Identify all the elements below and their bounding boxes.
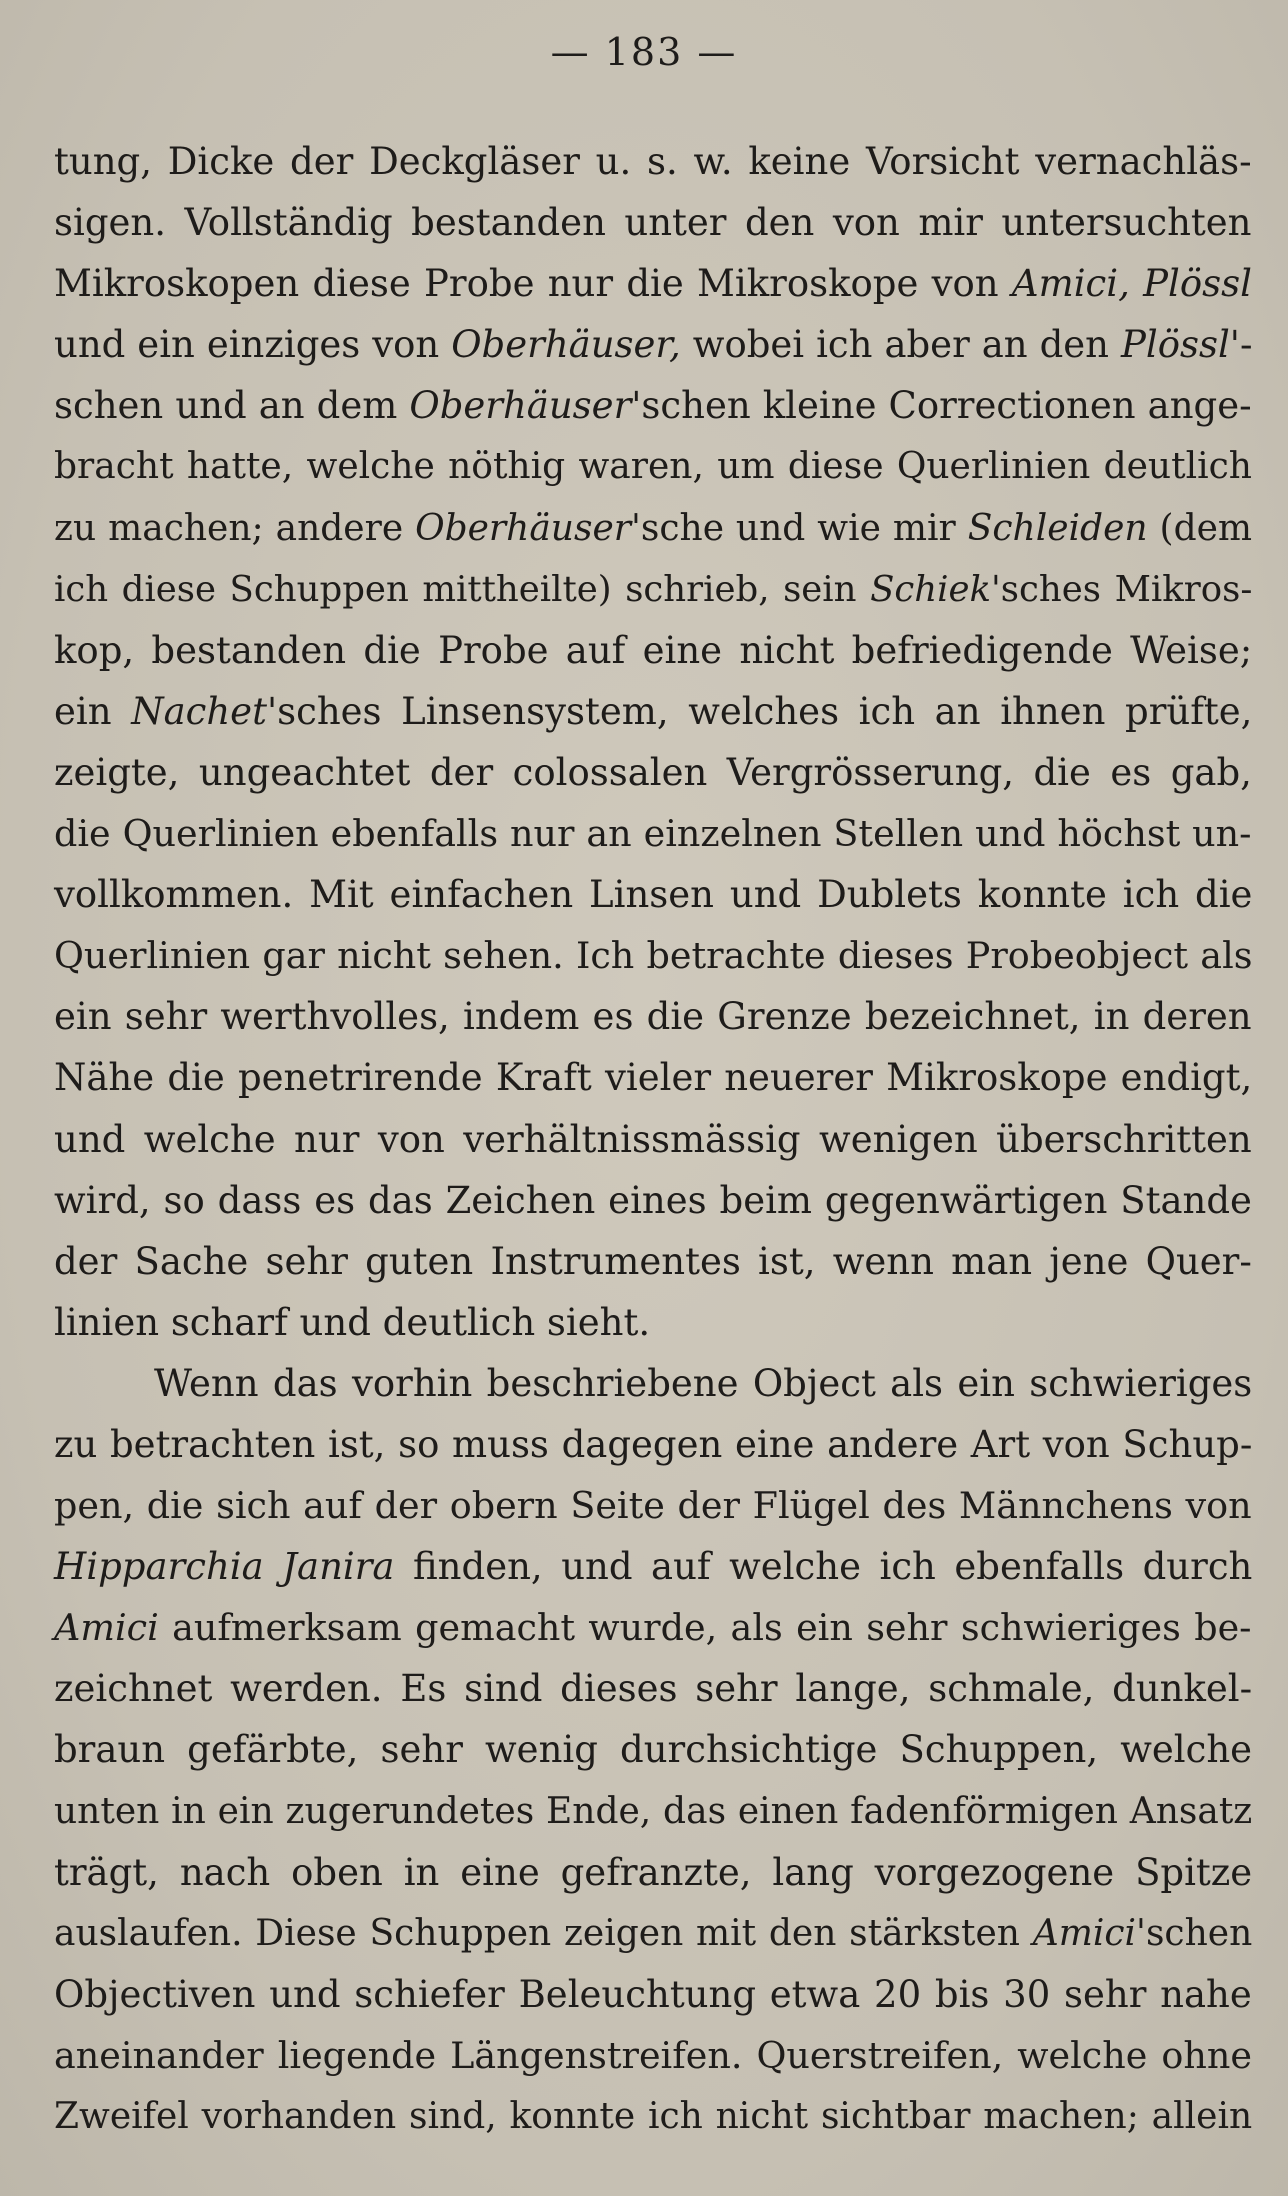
text-line	[54, 742, 1252, 803]
text-segment: Querlinien gar nicht sehen. Ich betrachte dieses Probeobject als	[54, 934, 1253, 978]
text-segment: zeichnet werden. Es sind dieses sehr lange, schmale, dunkel-	[54, 1667, 1253, 1711]
text-segment: Zweifel vorhanden sind, konnte ich nicht sichtbar machen; allein	[54, 2096, 1253, 2137]
text-line	[54, 864, 1252, 925]
text-segment: ich diese Schuppen mittheilte) schrieb, sein	[54, 568, 871, 610]
text-line	[54, 1842, 1252, 1903]
text-segment: 'schen	[1136, 1912, 1253, 1954]
text-line	[54, 1047, 1252, 1108]
text-segment: braun gefärbte, sehr wenig durchsichtige Schuppen, welche	[54, 1728, 1253, 1772]
italic-text: Hipparchia Janira	[54, 1545, 395, 1589]
text-line	[54, 681, 1252, 742]
text-line	[54, 253, 1252, 314]
text-segment: und ein einziges von	[54, 323, 452, 367]
text-line	[54, 1597, 1252, 1658]
italic-text: Nachet	[131, 689, 267, 733]
text-segment: zu machen; andere	[54, 507, 416, 549]
text-segment: sigen. Vollständig bestanden unter den von mir untersuchten	[54, 201, 1252, 245]
text-line	[54, 1231, 1252, 1292]
text-segment: Objectiven und schiefer Beleuchtung etwa 20 bis 30 sehr nahe	[54, 1972, 1252, 2016]
text-segment: 'sche und wie mir	[630, 507, 968, 549]
text-segment: Wenn das vorhin beschriebene Object als ein schwieriges	[154, 1361, 1253, 1405]
text-segment: zu betrachten ist, so muss dagegen eine andere Art von Schup-	[54, 1422, 1253, 1466]
text-line	[54, 498, 1252, 559]
text-line	[54, 1414, 1252, 1475]
text-line	[54, 1353, 1252, 1414]
text-line	[54, 2086, 1252, 2147]
italic-text: Schleiden	[967, 507, 1148, 549]
text-segment: kop, bestanden die Probe auf eine nicht befriedigende Weise;	[54, 628, 1253, 672]
text-segment: auslaufen. Diese Schuppen zeigen mit den stärksten	[54, 1912, 1033, 1954]
text-line	[54, 1903, 1252, 1964]
text-line	[54, 314, 1252, 375]
text-segment: die Querlinien ebenfalls nur an einzelnen Stellen und höchst un-	[54, 812, 1252, 856]
text-segment: vollkommen. Mit einfachen Linsen und Dublets konnte ich die	[54, 873, 1253, 917]
text-segment: aufmerksam gemacht wurde, als ein sehr schwieriges be-	[158, 1606, 1252, 1650]
text-line	[54, 1292, 1252, 1353]
text-line	[54, 620, 1252, 681]
text-segment: 'sches Linsensystem, welches ich an ihnen prüfte,	[266, 689, 1253, 733]
text-line	[54, 1964, 1252, 2025]
text-segment: schen und an dem	[54, 384, 410, 428]
italic-text: Amici	[54, 1606, 159, 1650]
text-segment: trägt, nach oben in eine gefranzte, lang vorgezogene Spitze	[54, 1850, 1253, 1894]
text-segment: ein	[54, 689, 132, 733]
text-line	[54, 2025, 1252, 2086]
text-line	[54, 1170, 1252, 1231]
italic-text: Schiek	[870, 568, 992, 610]
text-segment: aneinander liegende Längenstreifen. Querstreifen, welche ohne	[54, 2033, 1252, 2077]
text-segment: wird, so dass es das Zeichen eines beim gegenwärtigen Stande	[54, 1178, 1252, 1222]
text-segment: Mikroskopen diese Probe nur die Mikroskope von	[54, 262, 1012, 306]
text-line	[54, 1719, 1252, 1780]
italic-text: Oberhäuser	[409, 384, 632, 428]
text-line	[54, 986, 1252, 1047]
text-line	[54, 436, 1252, 497]
text-segment: 'schen kleine Correctionen ange-	[631, 384, 1252, 428]
text-segment: Nähe die penetrirende Kraft vieler neuerer Mikroskope endigt,	[54, 1056, 1253, 1100]
text-segment: unten in ein zugerundetes Ende, das einen fadenförmigen Ansatz	[54, 1790, 1253, 1832]
text-segment: zeigte, ungeachtet der colossalen Vergrösserung, die es gab,	[54, 750, 1252, 794]
text-segment: (dem	[1147, 507, 1253, 549]
text-line	[54, 192, 1252, 253]
page-number: — 183 —	[550, 30, 738, 74]
text-line	[54, 1109, 1252, 1170]
text-line	[54, 1781, 1252, 1842]
text-line	[54, 803, 1252, 864]
text-segment: ein sehr werthvolles, indem es die Grenze bezeichnet, in deren	[54, 995, 1252, 1039]
text-line	[54, 375, 1252, 436]
text-segment: wobei ich aber an den	[680, 323, 1121, 367]
text-line	[54, 1536, 1252, 1597]
italic-text: Amici, Plössl	[1011, 262, 1252, 306]
text-segment: 'sches Mikros-	[991, 568, 1253, 610]
body-text	[54, 131, 1252, 2147]
text-segment: -	[1239, 323, 1253, 367]
text-segment: finden, und auf welche ich ebenfalls durch	[394, 1545, 1253, 1589]
text-line	[54, 559, 1252, 620]
text-segment: bracht hatte, welche nöthig waren, um diese Querlinien deutlich	[54, 446, 1252, 488]
italic-text: Oberhäuser,	[451, 323, 681, 367]
text-line	[54, 1475, 1252, 1536]
text-segment: der Sache sehr guten Instrumentes ist, wenn man jene Quer-	[54, 1239, 1252, 1283]
text-line	[54, 1658, 1252, 1719]
text-segment: linien scharf und deutlich sieht.	[54, 1300, 651, 1344]
italic-text: Amici	[1032, 1912, 1137, 1954]
text-line	[54, 925, 1252, 986]
italic-text: Plössl'	[1120, 323, 1240, 367]
text-line	[54, 131, 1252, 192]
text-segment: tung, Dicke der Deckgläser u. s. w. keine Vorsicht vernachläs-	[54, 140, 1252, 183]
italic-text: Oberhäuser	[415, 507, 631, 549]
text-segment: pen, die sich auf der obern Seite der Flügel des Männchens von	[54, 1484, 1252, 1528]
text-segment: und welche nur von verhältnissmässig wenigen überschritten	[54, 1117, 1252, 1161]
